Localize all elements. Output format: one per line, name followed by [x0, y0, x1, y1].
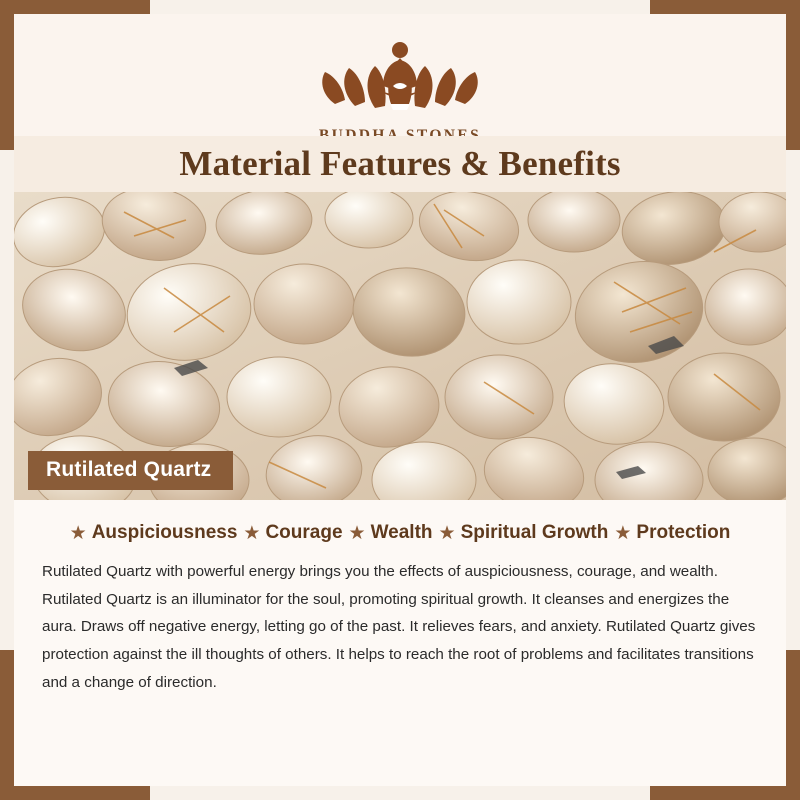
- star-icon: ★: [243, 522, 261, 544]
- benefit-label: Courage: [265, 522, 343, 543]
- content-section: [14, 500, 786, 786]
- benefit-item-spiritual-growth: [439, 522, 609, 544]
- star-icon: ★: [614, 522, 632, 544]
- stone-photo: [14, 192, 786, 500]
- benefit-label: Auspiciousness: [91, 522, 238, 543]
- title-band: [14, 136, 786, 192]
- benefit-item-wealth: [349, 522, 433, 544]
- stone-name-label: Rutilated Quartz: [28, 451, 233, 490]
- benefit-item-auspiciousness: [70, 522, 238, 544]
- lotus-meditation-figure-icon: [315, 30, 485, 123]
- benefit-label: Protection: [636, 522, 731, 543]
- star-icon: ★: [69, 522, 87, 544]
- star-icon: ★: [438, 522, 456, 544]
- brand-logo: [14, 14, 786, 145]
- benefit-item-protection: [614, 522, 730, 544]
- header: [14, 14, 786, 192]
- benefit-item-courage: [243, 522, 342, 544]
- description-text: Rutilated Quartz with powerful energy brings you the effects of auspiciousness, courage, and wealth. Rutilated Quartz is an illuminator for the soul, promoting spiritual growth. It cleanses and energizes the aura. Draws off negative energy, letting go of the past. It relieves fears, and anxiety. Rutilated Quartz gives protection against the ill thoughts of others. It helps to reach the root of problems and facilitates transitions and a change of direction.: [42, 563, 756, 691]
- benefit-label: Wealth: [370, 522, 433, 543]
- benefit-label: Spiritual Growth: [460, 522, 609, 543]
- star-icon: ★: [348, 522, 366, 544]
- page-title: Material Features & Benefits: [179, 144, 621, 183]
- benefits-list: [42, 522, 758, 544]
